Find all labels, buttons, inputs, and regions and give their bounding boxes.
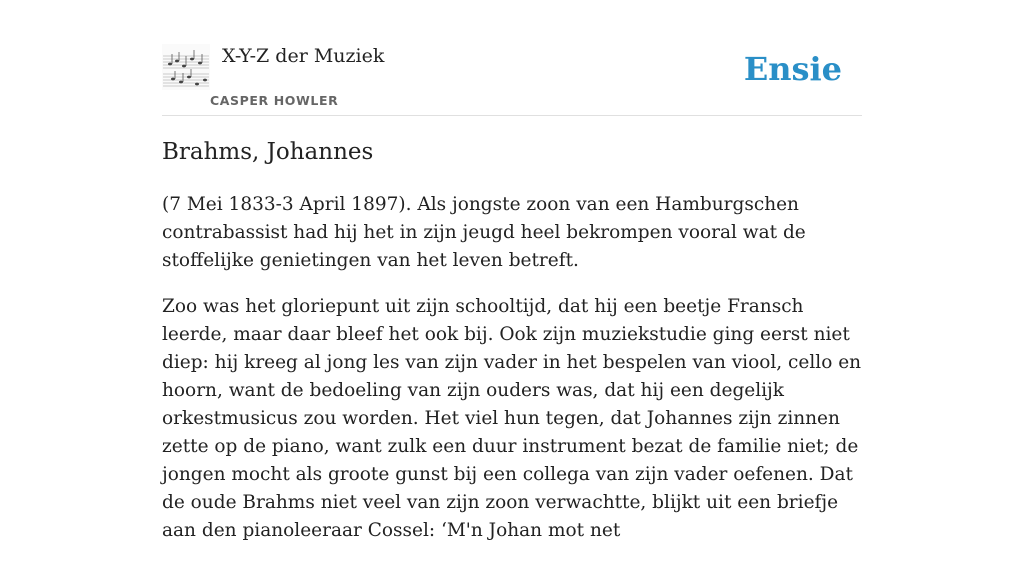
book-title[interactable]: X-Y-Z der Muziek [222,45,385,67]
ensie-logo[interactable]: Ensie [743,50,842,88]
page [162,0,862,541]
paragraph: Zoo was het gloriepunt uit zijn schooltijd, dat hij een beetje Fransch leerde, maar daar bleef het ook bij. Ook zijn muziekstudie ging eerst niet diep: hij kreeg al jong les van zijn vader in het bespelen van viool, cello en hoorn, want de bedoeling van zijn ouders was, dat hij een degelijk orkestmusicus zou worden. Het viel hun tegen, dat Johannes zijn zinnen zette op de piano, want zulk een duur instrument bezat de familie niet; de jongen mocht als groote gunst bij een collega van zijn vader oefenen. Dat de oude Brahms niet veel van zijn zoon verwachtte, blijkt uit een briefje aan den pianoleeraar Cossel: ‘M'n Johan mot net [162,296,862,541]
book-header [162,0,862,116]
sheet-music-thumbnail-icon[interactable] [162,44,210,90]
author-name[interactable]: CASPER HOWLER [210,93,339,108]
entry-body [162,191,862,563]
paragraph: (7 Mei 1833-3 April 1897). Als jongste zoon van een Hamburgschen contrabassist had hij het in zijn jeugd heel bekrompen vooral wat de stoffelijke genietingen van het leven betreft. [162,194,806,271]
entry-title: Brahms, Johannes [162,139,374,165]
